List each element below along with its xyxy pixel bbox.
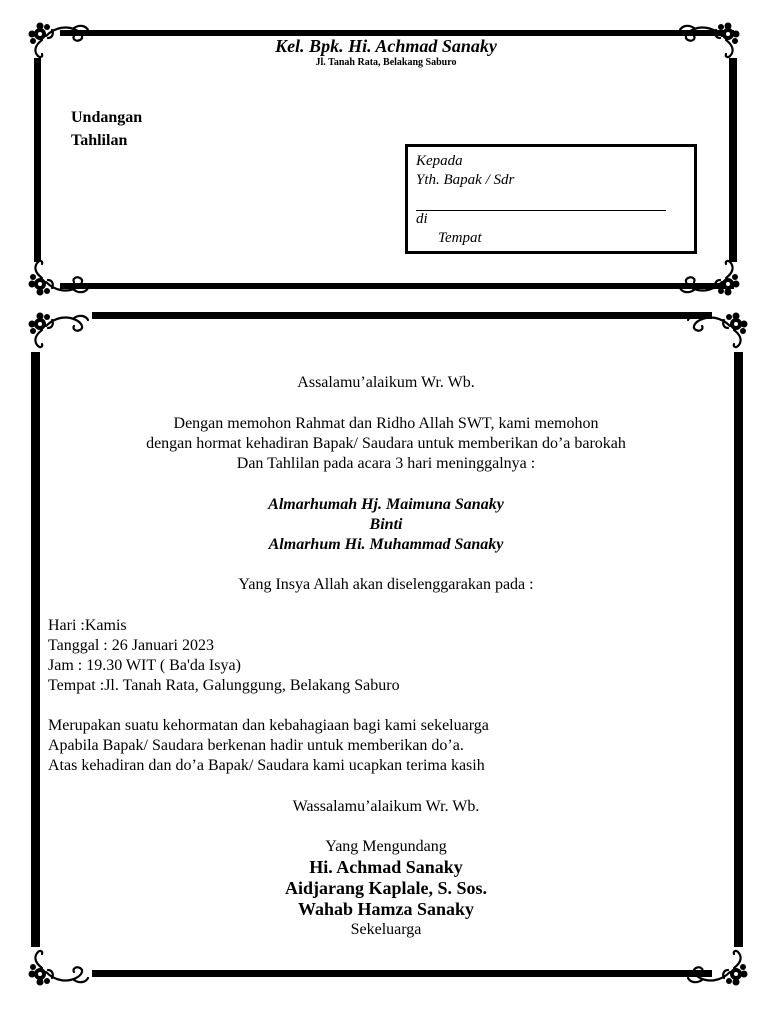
closing-line: Apabila Bapak/ Saudara berkenan hadir untuk memberikan do’a. <box>48 737 464 754</box>
greeting: Assalamu’alaikum Wr. Wb. <box>297 374 475 391</box>
signature-block <box>40 837 732 940</box>
deceased-block <box>40 495 732 555</box>
deceased-name: Almarhumah Hj. Maimuna Sanaky <box>268 496 504 513</box>
envelope-family-name: Kel. Bpk. Hi. Achmad Sanaky <box>275 36 497 56</box>
signature-family: Sekeluarga <box>350 921 422 938</box>
event-details <box>48 616 738 696</box>
intro-paragraph <box>40 414 732 474</box>
farewell: Wassalamu’alaikum Wr. Wb. <box>292 798 480 815</box>
intro-line: Dan Tahlilan pada acara 3 hari meninggalnya : <box>236 455 536 472</box>
event-intro: Yang Insya Allah akan diselenggarakan pada : <box>238 576 534 593</box>
signature-name: Hi. Achmad Sanaky <box>309 857 463 877</box>
deceased-binti: Binti <box>369 516 403 533</box>
ornament-corner-icon <box>26 310 90 350</box>
signature-name: Wahab Hamza Sanaky <box>297 899 475 919</box>
envelope-address: Jl. Tanah Rata, Belakang Saburo <box>315 57 457 68</box>
envelope-border-right <box>729 58 737 262</box>
recipient-kepada: Kepada <box>416 153 463 169</box>
envelope-border-bottom <box>60 283 734 289</box>
letter-border-bottom <box>92 970 712 977</box>
ornament-corner-icon <box>26 258 90 298</box>
envelope-border-left <box>34 58 41 262</box>
closing-line: Merupakan suatu kehormatan dan kebahagiaan bagi kami sekeluarga <box>48 717 489 734</box>
ornament-corner-icon <box>678 258 742 298</box>
closing-paragraph <box>48 716 738 776</box>
recipient-tempat: Tempat <box>438 230 482 246</box>
event-place: Tempat :Jl. Tanah Rata, Galunggung, Belakang Saburo <box>48 677 400 694</box>
intro-line: dengan hormat kehadiran Bapak/ Saudara untuk memberikan do’a barokah <box>146 435 626 452</box>
invitation-title-line1: Undangan <box>71 109 143 126</box>
event-time: Jam : 19.30 WIT ( Ba'da Isya) <box>48 657 241 674</box>
intro-line: Dengan memohon Rahmat dan Ridho Allah SWT, kami memohon <box>173 415 599 432</box>
signature-label: Yang Mengundang <box>325 838 447 855</box>
invitation-title-line2: Tahlilan <box>71 132 128 149</box>
letter-border-top <box>92 312 712 319</box>
ornament-corner-icon <box>26 948 90 988</box>
event-date: Tanggal : 26 Januari 2023 <box>48 637 214 654</box>
recipient-name-line <box>416 210 666 211</box>
deceased-father: Almarhum Hi. Muhammad Sanaky <box>268 536 504 553</box>
ornament-corner-icon <box>686 948 750 988</box>
invitation-title <box>71 106 142 152</box>
ornament-corner-icon <box>686 310 750 350</box>
closing-line: Atas kehadiran dan do’a Bapak/ Saudara kami ucapkan terima kasih <box>48 757 485 774</box>
recipient-box <box>405 144 697 254</box>
signature-name: Aidjarang Kaplale, S. Sos. <box>284 878 488 898</box>
recipient-yth: Yth. Bapak / Sdr <box>416 172 515 188</box>
letter-border-left <box>31 352 40 947</box>
recipient-di: di <box>416 211 428 227</box>
event-day: Hari :Kamis <box>48 617 127 634</box>
